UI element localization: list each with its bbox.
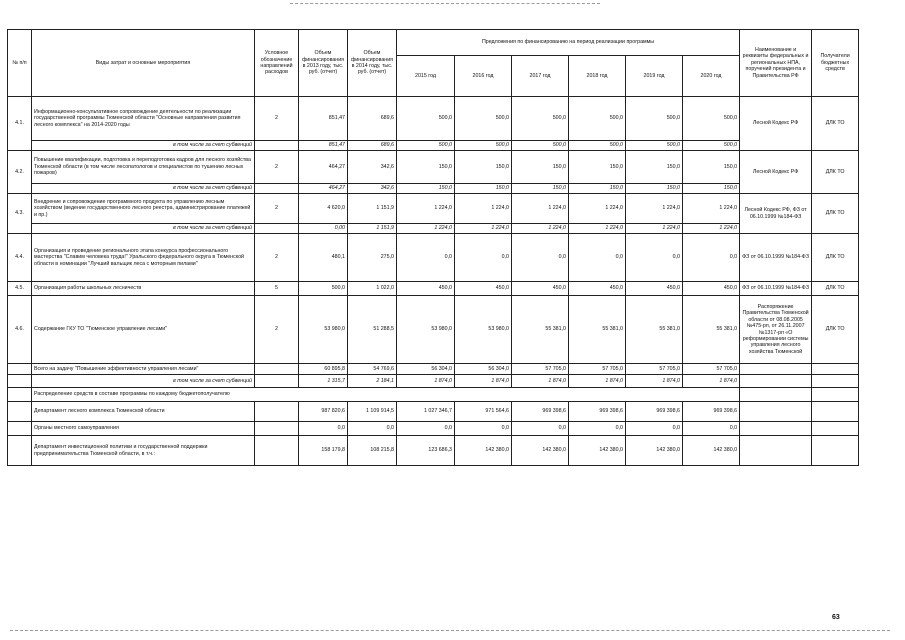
row-recipient: ДЛК ТО bbox=[812, 194, 859, 234]
financing-table bbox=[7, 29, 859, 466]
row-description: Организация и проведение регионального этапа конкурса профессионального мастерства "Славим человека труда!" Уральского федерального округа в Тюменской области в номинации "Лучший вальщик леса с моторным пилами" bbox=[32, 234, 255, 282]
row-number: 4.3. bbox=[8, 194, 32, 234]
empty-cell bbox=[812, 375, 859, 388]
row-description: Информационно-консультативное сопровождение деятельности по реализации государственной программы Тюменской области "Основные направления развития лесного комплекса" на 2014-2020 годы bbox=[32, 97, 255, 141]
subrow-v2014: 1 151,9 bbox=[348, 224, 397, 234]
total-year-value: 56 304,0 bbox=[455, 364, 512, 375]
recipient-year-value: 142 380,0 bbox=[512, 436, 569, 466]
total-sub-label: в том числе за счет субвенций bbox=[32, 375, 255, 388]
header-types: Виды затрат и основные мероприятия bbox=[32, 30, 255, 97]
row-year-value: 450,0 bbox=[569, 282, 626, 296]
row-cond: 2 bbox=[255, 194, 299, 224]
recipient-year-value: 142 380,0 bbox=[626, 436, 683, 466]
row-number: 4.4. bbox=[8, 234, 32, 282]
total-v2013: 60 895,8 bbox=[299, 364, 348, 375]
empty-cell bbox=[8, 422, 32, 436]
total-subrow bbox=[8, 375, 859, 388]
row-year-value: 450,0 bbox=[626, 282, 683, 296]
total-sub-year-value: 1 874,0 bbox=[683, 375, 740, 388]
subrow-v2013: 851,47 bbox=[299, 141, 348, 151]
recipient-year-value: 142 380,0 bbox=[569, 436, 626, 466]
recipient-year-value: 971 564,6 bbox=[455, 402, 512, 422]
row-npa: Распоряжение Правительства Тюменской области от 08.08.2005 №475-рп, от 26.11.2007 №1317-рп «О реформировании системы управления лесного хозяйства Тюменской bbox=[740, 296, 812, 364]
empty-cell bbox=[740, 422, 812, 436]
subrow-label: в том числе за счет субвенций bbox=[32, 224, 255, 234]
header-vol-2014: Объем финансирования в 2014 году, тыс. руб. (отчет) bbox=[348, 30, 397, 97]
subrow-year-value: 150,0 bbox=[569, 184, 626, 194]
header-vol-2013: Объем финансирования в 2013 году, тыс. руб. (отчет) bbox=[299, 30, 348, 97]
header-cond: Условное обозначение направлений расходов bbox=[255, 30, 299, 97]
recipient-year-value: 0,0 bbox=[626, 422, 683, 436]
table-row bbox=[8, 151, 859, 184]
row-v2014: 342,6 bbox=[348, 151, 397, 184]
empty-cell bbox=[812, 402, 859, 422]
subrow-label: в том числе за счет субвенций bbox=[32, 141, 255, 151]
row-year-value: 1 224,0 bbox=[455, 194, 512, 224]
row-v2014: 1 151,9 bbox=[348, 194, 397, 224]
recipient-year-value: 0,0 bbox=[569, 422, 626, 436]
row-year-value: 450,0 bbox=[512, 282, 569, 296]
total-sub-year-value: 1 874,0 bbox=[397, 375, 455, 388]
row-cond: 2 bbox=[255, 151, 299, 184]
row-year-value: 0,0 bbox=[455, 234, 512, 282]
total-row bbox=[8, 364, 859, 375]
subrow-year-value: 500,0 bbox=[512, 141, 569, 151]
empty-cell bbox=[812, 364, 859, 375]
row-v2013: 53 980,0 bbox=[299, 296, 348, 364]
row-recipient: ДЛК ТО bbox=[812, 296, 859, 364]
recipient-row bbox=[8, 436, 859, 466]
subrow-year-value: 500,0 bbox=[626, 141, 683, 151]
row-year-value: 53 980,0 bbox=[397, 296, 455, 364]
header-year: 2018 год bbox=[569, 56, 626, 97]
total-sub-v2013: 1 315,7 bbox=[299, 375, 348, 388]
row-cond: 2 bbox=[255, 97, 299, 141]
empty-cell bbox=[8, 375, 32, 388]
row-year-value: 450,0 bbox=[397, 282, 455, 296]
row-number: 4.6. bbox=[8, 296, 32, 364]
row-number: 4.1. bbox=[8, 97, 32, 151]
row-v2013: 464,27 bbox=[299, 151, 348, 184]
row-year-value: 53 980,0 bbox=[455, 296, 512, 364]
row-v2013: 480,1 bbox=[299, 234, 348, 282]
total-sub-year-value: 1 874,0 bbox=[455, 375, 512, 388]
recipient-row bbox=[8, 402, 859, 422]
table-row bbox=[8, 97, 859, 141]
subrow-year-value: 150,0 bbox=[683, 184, 740, 194]
subrow-year-value: 1 224,0 bbox=[569, 224, 626, 234]
recipient-year-value: 142 380,0 bbox=[455, 436, 512, 466]
subrow-v2014: 342,6 bbox=[348, 184, 397, 194]
table-subrow bbox=[8, 184, 859, 194]
recipient-v2013: 0,0 bbox=[299, 422, 348, 436]
subrow-year-value: 1 224,0 bbox=[683, 224, 740, 234]
row-year-value: 500,0 bbox=[397, 97, 455, 141]
table-row bbox=[8, 194, 859, 224]
row-year-value: 1 224,0 bbox=[683, 194, 740, 224]
total-label: Всего на задачу "Повышение эффективности управления лесами" bbox=[32, 364, 255, 375]
table-row bbox=[8, 296, 859, 364]
recipient-v2013: 158 179,8 bbox=[299, 436, 348, 466]
subrow-year-value: 150,0 bbox=[626, 184, 683, 194]
empty-cell bbox=[812, 422, 859, 436]
recipient-label: Органы местного самоуправления bbox=[32, 422, 255, 436]
empty-cell bbox=[812, 388, 859, 402]
recipient-row bbox=[8, 422, 859, 436]
row-npa: Лесной Кодекс РФ bbox=[740, 97, 812, 151]
empty-cell bbox=[255, 402, 299, 422]
row-number: 4.5. bbox=[8, 282, 32, 296]
row-year-value: 500,0 bbox=[512, 97, 569, 141]
empty-cell bbox=[255, 224, 299, 234]
row-v2014: 275,0 bbox=[348, 234, 397, 282]
empty-cell bbox=[740, 388, 812, 402]
row-v2013: 851,47 bbox=[299, 97, 348, 141]
empty-cell bbox=[740, 375, 812, 388]
total-sub-year-value: 1 874,0 bbox=[626, 375, 683, 388]
table-row bbox=[8, 234, 859, 282]
empty-cell bbox=[255, 375, 299, 388]
subrow-label: в том числе за счет субвенций bbox=[32, 184, 255, 194]
header-year: 2015 год bbox=[397, 56, 455, 97]
total-sub-year-value: 1 874,0 bbox=[512, 375, 569, 388]
empty-cell bbox=[255, 364, 299, 375]
row-cond: 5 bbox=[255, 282, 299, 296]
recipient-year-value: 123 686,3 bbox=[397, 436, 455, 466]
empty-cell bbox=[740, 436, 812, 466]
recipient-year-value: 0,0 bbox=[455, 422, 512, 436]
row-year-value: 150,0 bbox=[626, 151, 683, 184]
row-year-value: 150,0 bbox=[455, 151, 512, 184]
row-cond: 2 bbox=[255, 234, 299, 282]
row-recipient: ДЛК ТО bbox=[812, 282, 859, 296]
row-description: Внедрение и сопровождение программного продукта по управлению лесным хозяйством (ведение государственного лесного реестра, администрирование платежей и пр.) bbox=[32, 194, 255, 224]
row-number: 4.2. bbox=[8, 151, 32, 194]
distribution-label: Распределение средств в составе программы по каждому бюджетополучателю bbox=[32, 388, 740, 402]
total-v2014: 54 769,6 bbox=[348, 364, 397, 375]
row-year-value: 55 381,0 bbox=[569, 296, 626, 364]
row-recipient: ДЛК ТО bbox=[812, 151, 859, 194]
row-year-value: 500,0 bbox=[569, 97, 626, 141]
row-year-value: 0,0 bbox=[569, 234, 626, 282]
header-row-1 bbox=[8, 30, 859, 56]
row-year-value: 500,0 bbox=[626, 97, 683, 141]
empty-cell bbox=[8, 402, 32, 422]
total-sub-v2014: 2 184,1 bbox=[348, 375, 397, 388]
table-row bbox=[8, 282, 859, 296]
row-year-value: 500,0 bbox=[455, 97, 512, 141]
recipient-year-value: 0,0 bbox=[512, 422, 569, 436]
header-num: № п/п bbox=[8, 30, 32, 97]
row-year-value: 1 224,0 bbox=[626, 194, 683, 224]
row-npa: ФЗ от 06.10.1999 №184-ФЗ bbox=[740, 234, 812, 282]
header-year: 2019 год bbox=[626, 56, 683, 97]
row-year-value: 55 381,0 bbox=[512, 296, 569, 364]
row-year-value: 450,0 bbox=[455, 282, 512, 296]
recipient-v2014: 0,0 bbox=[348, 422, 397, 436]
empty-cell bbox=[255, 422, 299, 436]
empty-cell bbox=[740, 364, 812, 375]
recipient-year-value: 969 398,6 bbox=[569, 402, 626, 422]
row-year-value: 55 381,0 bbox=[626, 296, 683, 364]
recipient-year-value: 142 380,0 bbox=[683, 436, 740, 466]
empty-cell bbox=[255, 436, 299, 466]
row-year-value: 1 224,0 bbox=[569, 194, 626, 224]
empty-cell bbox=[740, 402, 812, 422]
row-v2013: 4 620,0 bbox=[299, 194, 348, 224]
recipient-year-value: 1 027 346,7 bbox=[397, 402, 455, 422]
table-subrow bbox=[8, 141, 859, 151]
row-year-value: 150,0 bbox=[683, 151, 740, 184]
subrow-year-value: 150,0 bbox=[397, 184, 455, 194]
recipient-v2014: 108 215,8 bbox=[348, 436, 397, 466]
row-cond: 2 bbox=[255, 296, 299, 364]
total-year-value: 57 705,0 bbox=[569, 364, 626, 375]
row-year-value: 150,0 bbox=[512, 151, 569, 184]
header-year: 2016 год bbox=[455, 56, 512, 97]
header-recipients: Получатели бюджетных средств bbox=[812, 30, 859, 97]
row-year-value: 500,0 bbox=[683, 97, 740, 141]
row-v2014: 51 288,5 bbox=[348, 296, 397, 364]
empty-cell bbox=[8, 388, 32, 402]
header-year: 2020 год bbox=[683, 56, 740, 97]
row-v2014: 1 022,0 bbox=[348, 282, 397, 296]
subrow-v2013: 0,00 bbox=[299, 224, 348, 234]
row-year-value: 1 224,0 bbox=[397, 194, 455, 224]
header-proposals: Предложения по финансированию на период реализации программы bbox=[397, 30, 740, 56]
table-subrow bbox=[8, 224, 859, 234]
subrow-year-value: 150,0 bbox=[455, 184, 512, 194]
recipient-year-value: 969 398,6 bbox=[512, 402, 569, 422]
subrow-year-value: 500,0 bbox=[455, 141, 512, 151]
row-year-value: 0,0 bbox=[397, 234, 455, 282]
row-v2013: 500,0 bbox=[299, 282, 348, 296]
subrow-year-value: 1 224,0 bbox=[626, 224, 683, 234]
recipient-label: Департамент инвестиционной политики и государственной поддержки предпринимательства Тюменской области, в т.ч.: bbox=[32, 436, 255, 466]
subrow-year-value: 500,0 bbox=[683, 141, 740, 151]
row-year-value: 55 381,0 bbox=[683, 296, 740, 364]
page-number: 63 bbox=[832, 614, 840, 621]
row-description: Повышение квалификации, подготовка и переподготовка кадров для лесного хозяйства Тюменской области (в том числе лесопатологов и специалистов по тушению лесных пожаров) bbox=[32, 151, 255, 184]
empty-cell bbox=[8, 364, 32, 375]
subrow-year-value: 500,0 bbox=[569, 141, 626, 151]
subrow-year-value: 1 224,0 bbox=[397, 224, 455, 234]
total-year-value: 56 304,0 bbox=[397, 364, 455, 375]
recipient-year-value: 969 398,6 bbox=[683, 402, 740, 422]
row-year-value: 150,0 bbox=[397, 151, 455, 184]
scan-artifact-top bbox=[290, 3, 600, 4]
subrow-year-value: 500,0 bbox=[397, 141, 455, 151]
row-description: Организация работы школьных лесничеств bbox=[32, 282, 255, 296]
row-year-value: 450,0 bbox=[683, 282, 740, 296]
recipient-year-value: 969 398,6 bbox=[626, 402, 683, 422]
total-sub-year-value: 1 874,0 bbox=[569, 375, 626, 388]
recipient-label: Департамент лесного комплекса Тюменской области bbox=[32, 402, 255, 422]
subrow-year-value: 1 224,0 bbox=[512, 224, 569, 234]
empty-cell bbox=[8, 436, 32, 466]
row-year-value: 1 224,0 bbox=[512, 194, 569, 224]
total-year-value: 57 705,0 bbox=[512, 364, 569, 375]
row-npa: Лесной Кодекс РФ bbox=[740, 151, 812, 194]
row-description: Содержание ГКУ ТО "Тюменское управление лесами" bbox=[32, 296, 255, 364]
header-year: 2017 год bbox=[512, 56, 569, 97]
subrow-v2013: 464,27 bbox=[299, 184, 348, 194]
row-year-value: 150,0 bbox=[569, 151, 626, 184]
header-npa: Наименование и реквизиты федеральных и региональных НПА, поручений президента и Правительства РФ bbox=[740, 30, 812, 97]
recipient-v2014: 1 109 914,5 bbox=[348, 402, 397, 422]
empty-cell bbox=[255, 141, 299, 151]
total-year-value: 57 705,0 bbox=[626, 364, 683, 375]
row-year-value: 0,0 bbox=[683, 234, 740, 282]
total-year-value: 57 705,0 bbox=[683, 364, 740, 375]
recipient-v2013: 987 820,6 bbox=[299, 402, 348, 422]
subrow-year-value: 1 224,0 bbox=[455, 224, 512, 234]
row-recipient: ДЛК ТО bbox=[812, 234, 859, 282]
row-year-value: 0,0 bbox=[512, 234, 569, 282]
row-year-value: 0,0 bbox=[626, 234, 683, 282]
distribution-row bbox=[8, 388, 859, 402]
empty-cell bbox=[812, 436, 859, 466]
subrow-year-value: 150,0 bbox=[512, 184, 569, 194]
row-npa: ФЗ от 06.10.1999 №184-ФЗ bbox=[740, 282, 812, 296]
recipient-year-value: 0,0 bbox=[683, 422, 740, 436]
row-recipient: ДЛК ТО bbox=[812, 97, 859, 151]
recipient-year-value: 0,0 bbox=[397, 422, 455, 436]
row-npa: Лесной Кодекс РФ, ФЗ от 06.10.1999 №184-ФЗ bbox=[740, 194, 812, 234]
scan-artifact-bottom bbox=[10, 630, 890, 631]
row-v2014: 689,6 bbox=[348, 97, 397, 141]
empty-cell bbox=[255, 184, 299, 194]
subrow-v2014: 689,6 bbox=[348, 141, 397, 151]
